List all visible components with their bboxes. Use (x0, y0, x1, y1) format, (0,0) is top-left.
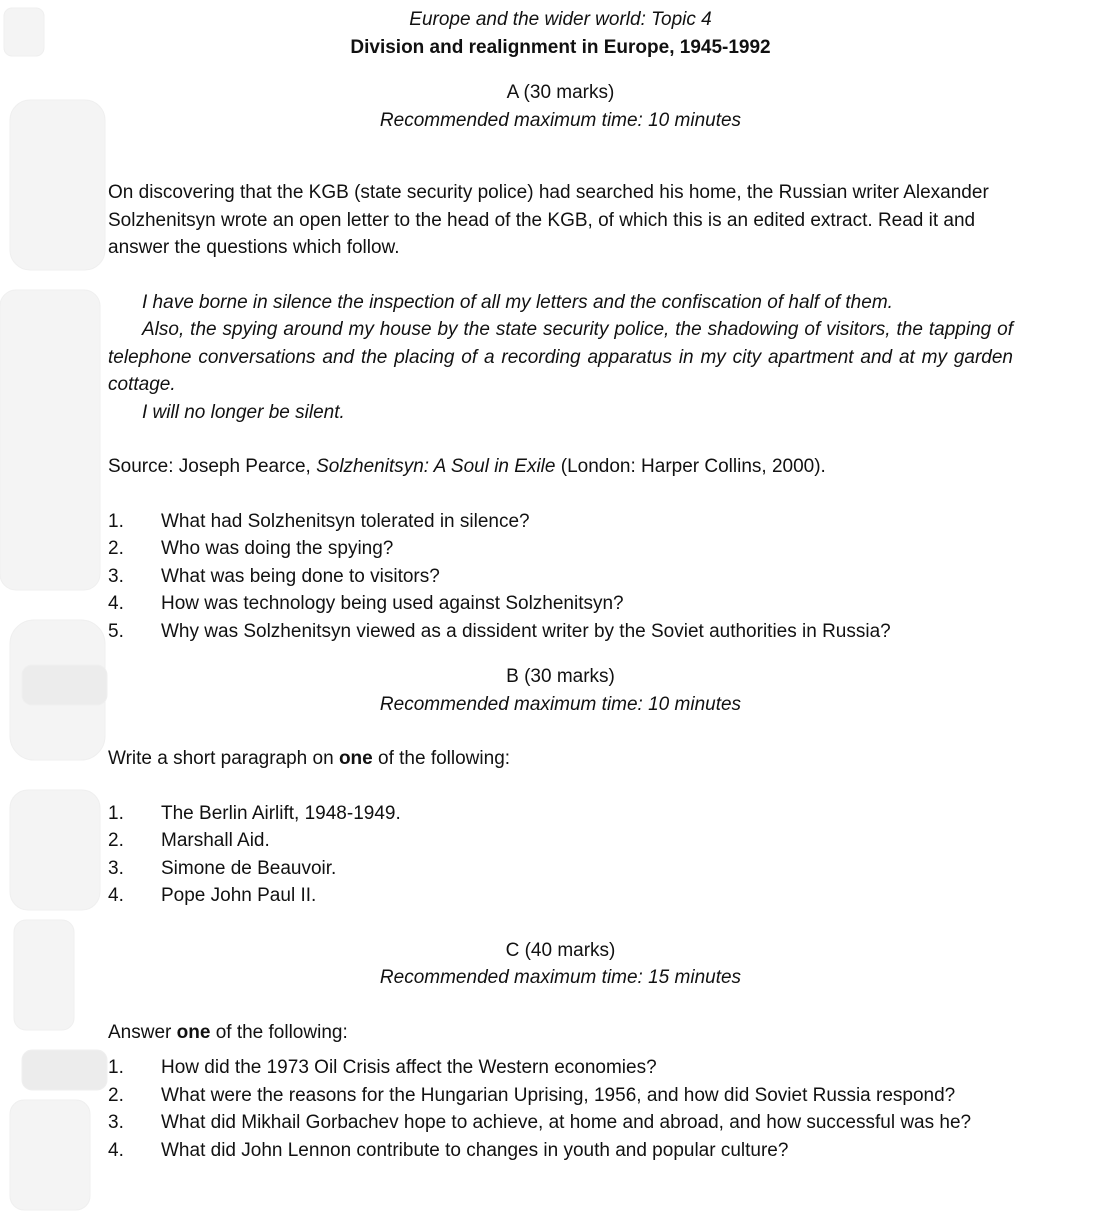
quote-extract (108, 289, 1013, 427)
section-b-instruction: Write a short paragraph on one of the following: (108, 748, 511, 769)
exam-page (108, 6, 1013, 1164)
question-item: 2. Who was doing the spying? (108, 538, 394, 559)
section-a-questions (108, 508, 1013, 646)
question-item: 3. What was being done to visitors? (108, 565, 440, 587)
essay-question: 2. What were the reasons for the Hungarian Uprising, 1956, and how did Soviet Russia respond? (108, 1084, 956, 1106)
topic-item: 1. The Berlin Airlift, 1948-1949. (108, 802, 401, 824)
section-c-items (108, 1054, 1013, 1164)
question-item: 5. Why was Solzhenitsyn viewed as a dissident writer by the Soviet authorities in Russia? (108, 620, 891, 642)
quote-paragraph: Also, the spying around my house by the state security police, the shadowing of visitors, the tapping of telephone conversations and the placing of a recording apparatus in my city apartment and at my garden cottage. (108, 319, 1013, 395)
section-c-time: Recommended maximum time: 15 minutes (379, 967, 742, 988)
section-a-heading: A (30 marks) (506, 82, 615, 103)
source-citation: Source: Joseph Pearce, Solzhenitsyn: A Soul in Exile (London: Harper Collins, 2000). (108, 456, 826, 477)
question-item: 4. How was technology being used against Solzhenitsyn? (108, 593, 624, 614)
essay-question: 3. What did Mikhail Gorbachev hope to achieve, at home and abroad, and how successful was he? (108, 1112, 972, 1133)
section-a-time: Recommended maximum time: 10 minutes (379, 109, 742, 131)
section-b-items (108, 800, 1013, 910)
topic-item: 2. Marshall Aid. (108, 830, 270, 851)
topic-heading: Europe and the wider world: Topic 4 (409, 9, 712, 30)
topic-item: 3. Simone de Beauvoir. (108, 857, 337, 879)
section-b-heading: B (30 marks) (506, 666, 615, 687)
section-c-heading: C (40 marks) (505, 939, 616, 961)
question-item: 1. What had Solzhenitsyn tolerated in silence? (108, 510, 530, 532)
paper-title: Division and realignment in Europe, 1945-1992 (350, 36, 771, 58)
essay-question: 4. What did John Lennon contribute to changes in youth and popular culture? (108, 1139, 789, 1161)
section-b-time: Recommended maximum time: 10 minutes (379, 693, 742, 715)
section-c-instruction: Answer one of the following: (108, 1021, 348, 1043)
quote-paragraph: I will no longer be silent. (142, 401, 345, 423)
robot-watermark (0, 0, 110, 1219)
source-book-title: Solzhenitsyn: A Soul in Exile (316, 456, 556, 477)
quote-paragraph: I have borne in silence the inspection of all my letters and the confiscation of half of them. (142, 291, 893, 313)
section-a-intro: On discovering that the KGB (state security police) had searched his home, the Russian writer Alexander Solzhenitsyn wrote an open letter to the head of the KGB, of which this is an edited extract. Read it and answer the questions which follow. (108, 182, 989, 258)
topic-item: 4. Pope John Paul II. (108, 885, 317, 906)
essay-question: 1. How did the 1973 Oil Crisis affect the Western economies? (108, 1057, 657, 1078)
